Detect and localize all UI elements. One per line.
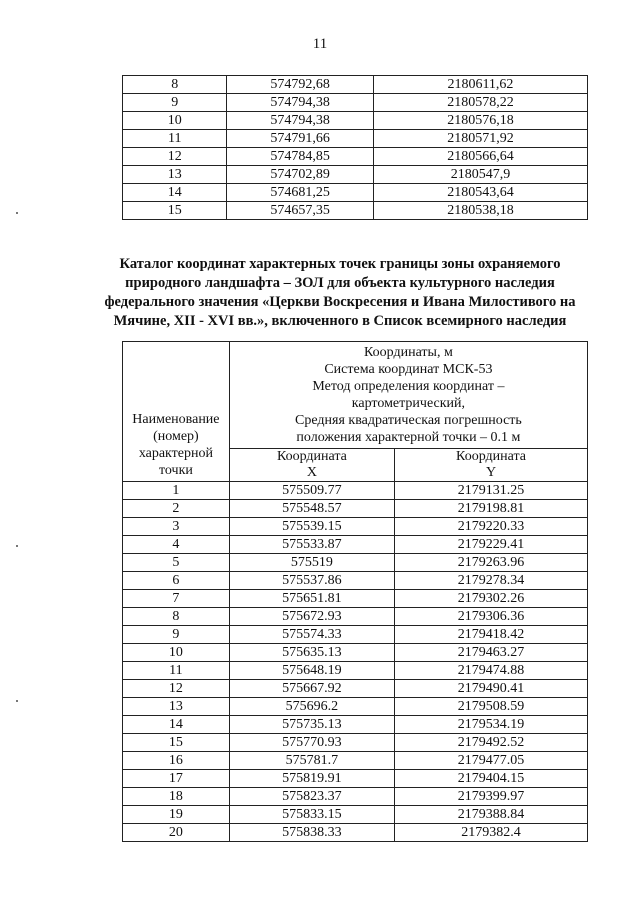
scan-mark bbox=[16, 545, 18, 547]
y-coordinate-cell: 2179388.84 bbox=[395, 806, 588, 824]
y-coordinate-cell: 2179404.15 bbox=[395, 770, 588, 788]
y-coordinate-cell: 2179508.59 bbox=[395, 698, 588, 716]
point-number-cell: 5 bbox=[123, 554, 230, 572]
y-coordinate-cell: 2179131.25 bbox=[395, 482, 588, 500]
header-text: (номер) bbox=[153, 429, 199, 444]
header-text: Координата bbox=[276, 449, 347, 464]
table-row bbox=[123, 788, 588, 806]
table-row bbox=[123, 608, 588, 626]
table-row bbox=[123, 572, 588, 590]
x-coordinate-cell: 575823.37 bbox=[229, 788, 394, 806]
x-coordinate-cell: 575548.57 bbox=[229, 500, 394, 518]
coordinates-table-continued bbox=[122, 75, 588, 220]
point-number-cell: 14 bbox=[123, 184, 227, 202]
table-row bbox=[123, 482, 588, 500]
x-coordinate-cell: 574702,89 bbox=[227, 166, 373, 184]
y-coordinate-cell: 2179534.19 bbox=[395, 716, 588, 734]
x-coordinate-cell: 575648.19 bbox=[229, 662, 394, 680]
x-coordinate-header bbox=[229, 449, 394, 482]
y-coordinate-cell: 2179220.33 bbox=[395, 518, 588, 536]
point-number-cell: 17 bbox=[123, 770, 230, 788]
header-text: Координаты, м bbox=[364, 345, 453, 360]
point-number-cell: 15 bbox=[123, 734, 230, 752]
table-row bbox=[123, 94, 588, 112]
header-text: Система координат МСК-53 bbox=[324, 362, 493, 377]
y-coordinate-cell: 2179278.34 bbox=[395, 572, 588, 590]
header-text: Средняя квадратическая погрешность bbox=[295, 413, 522, 428]
x-coordinate-cell: 574784,85 bbox=[227, 148, 373, 166]
table-row bbox=[123, 76, 588, 94]
header-text: Координата bbox=[456, 449, 526, 464]
header-text: Y bbox=[485, 465, 497, 480]
table-row bbox=[123, 752, 588, 770]
x-coordinate-cell: 575539.15 bbox=[229, 518, 394, 536]
x-coordinate-cell: 574792,68 bbox=[227, 76, 373, 94]
table-row bbox=[123, 644, 588, 662]
catalog-table-header bbox=[123, 342, 588, 482]
table-row bbox=[123, 824, 588, 842]
point-number-cell: 13 bbox=[123, 166, 227, 184]
table-row bbox=[123, 698, 588, 716]
x-coordinate-cell: 575735.13 bbox=[229, 716, 394, 734]
table-row bbox=[123, 662, 588, 680]
y-coordinate-cell: 2180576,18 bbox=[373, 112, 587, 130]
point-number-cell: 7 bbox=[123, 590, 230, 608]
table-row bbox=[123, 626, 588, 644]
table-row bbox=[123, 734, 588, 752]
header-text: характерной bbox=[138, 446, 213, 461]
heading-line: Каталог координат характерных точек границы зоны охраняемого bbox=[119, 256, 561, 272]
point-number-cell: 10 bbox=[123, 644, 230, 662]
x-coordinate-cell: 575533.87 bbox=[229, 536, 394, 554]
x-coordinate-cell: 574791,66 bbox=[227, 130, 373, 148]
point-number-cell: 20 bbox=[123, 824, 230, 842]
x-coordinate-cell: 575509.77 bbox=[229, 482, 394, 500]
point-number-cell: 11 bbox=[123, 662, 230, 680]
y-coordinate-cell: 2179263.96 bbox=[395, 554, 588, 572]
y-coordinate-cell: 2179382.4 bbox=[395, 824, 588, 842]
point-number-cell: 16 bbox=[123, 752, 230, 770]
table-row bbox=[123, 680, 588, 698]
table-row bbox=[123, 806, 588, 824]
x-coordinate-cell: 575519 bbox=[229, 554, 394, 572]
x-coordinate-cell: 574657,35 bbox=[227, 202, 373, 220]
table-row bbox=[123, 770, 588, 788]
point-number-cell: 18 bbox=[123, 788, 230, 806]
y-coordinate-cell: 2179463.27 bbox=[395, 644, 588, 662]
point-number-cell: 8 bbox=[123, 608, 230, 626]
x-coordinate-cell: 575838.33 bbox=[229, 824, 394, 842]
x-coordinate-cell: 575819.91 bbox=[229, 770, 394, 788]
heading-line: природного ландшафта – ЗОЛ для объекта культурного наследия bbox=[125, 275, 555, 291]
x-coordinate-cell: 574794,38 bbox=[227, 112, 373, 130]
x-coordinate-cell: 575833.15 bbox=[229, 806, 394, 824]
coordinates-header bbox=[229, 342, 587, 449]
point-number-cell: 6 bbox=[123, 572, 230, 590]
point-number-cell: 4 bbox=[123, 536, 230, 554]
header-text: Наименование bbox=[132, 412, 220, 427]
heading-line: Мячине, XII - XVI вв.», включенного в Список всемирного наследия bbox=[113, 313, 567, 329]
table-row bbox=[123, 716, 588, 734]
point-number-cell: 8 bbox=[123, 76, 227, 94]
table-row bbox=[123, 500, 588, 518]
heading-line: федерального значения «Церкви Воскресения и Ивана Милостивого на bbox=[104, 294, 576, 310]
y-coordinate-cell: 2179490.41 bbox=[395, 680, 588, 698]
x-coordinate-cell: 575696.2 bbox=[229, 698, 394, 716]
point-number-cell: 9 bbox=[123, 626, 230, 644]
header-text: положения характерной точки – 0.1 м bbox=[296, 430, 521, 445]
y-coordinate-cell: 2179418.42 bbox=[395, 626, 588, 644]
table-row bbox=[123, 112, 588, 130]
point-number-cell: 13 bbox=[123, 698, 230, 716]
point-number-cell: 15 bbox=[123, 202, 227, 220]
y-coordinate-cell: 2179492.52 bbox=[395, 734, 588, 752]
x-coordinate-cell: 574681,25 bbox=[227, 184, 373, 202]
point-number-cell: 2 bbox=[123, 500, 230, 518]
point-number-cell: 19 bbox=[123, 806, 230, 824]
y-coordinate-cell: 2180543,64 bbox=[373, 184, 587, 202]
y-coordinate-cell: 2179474.88 bbox=[395, 662, 588, 680]
point-number-cell: 9 bbox=[123, 94, 227, 112]
table-row bbox=[123, 554, 588, 572]
header-text: картометрический, bbox=[351, 396, 466, 411]
table-row bbox=[123, 202, 588, 220]
y-coordinate-cell: 2180566,64 bbox=[373, 148, 587, 166]
x-coordinate-cell: 575672.93 bbox=[229, 608, 394, 626]
x-coordinate-cell: 575574.33 bbox=[229, 626, 394, 644]
point-number-cell: 14 bbox=[123, 716, 230, 734]
header-text: точки bbox=[158, 463, 193, 478]
point-number-cell: 12 bbox=[123, 148, 227, 166]
point-number-cell: 11 bbox=[123, 130, 227, 148]
scan-mark bbox=[16, 212, 18, 214]
table-row bbox=[123, 536, 588, 554]
y-coordinate-cell: 2179198.81 bbox=[395, 500, 588, 518]
table-row bbox=[123, 148, 588, 166]
x-coordinate-cell: 575770.93 bbox=[229, 734, 394, 752]
x-coordinate-cell: 575537.86 bbox=[229, 572, 394, 590]
y-coordinate-cell: 2179399.97 bbox=[395, 788, 588, 806]
page-number: 11 bbox=[312, 36, 328, 52]
coordinates-table-body bbox=[123, 76, 588, 220]
catalog-heading bbox=[70, 255, 610, 331]
table-row bbox=[123, 130, 588, 148]
x-coordinate-cell: 574794,38 bbox=[227, 94, 373, 112]
catalog-coordinates-table bbox=[122, 341, 588, 842]
header-text: X bbox=[306, 465, 317, 480]
y-coordinate-cell: 2179306.36 bbox=[395, 608, 588, 626]
y-coordinate-cell: 2179302.26 bbox=[395, 590, 588, 608]
point-number-cell: 1 bbox=[123, 482, 230, 500]
y-coordinate-cell: 2180611,62 bbox=[373, 76, 587, 94]
point-number-cell: 12 bbox=[123, 680, 230, 698]
y-coordinate-cell: 2180538,18 bbox=[373, 202, 587, 220]
header-text: Метод определения координат – bbox=[312, 379, 505, 394]
table-row bbox=[123, 518, 588, 536]
point-number-cell: 3 bbox=[123, 518, 230, 536]
point-name-header bbox=[123, 342, 230, 482]
table-row bbox=[123, 166, 588, 184]
y-coordinate-cell: 2180547,9 bbox=[373, 166, 587, 184]
x-coordinate-cell: 575667.92 bbox=[229, 680, 394, 698]
y-coordinate-cell: 2179477.05 bbox=[395, 752, 588, 770]
x-coordinate-cell: 575651.81 bbox=[229, 590, 394, 608]
x-coordinate-cell: 575635.13 bbox=[229, 644, 394, 662]
y-coordinate-header bbox=[395, 449, 588, 482]
point-number-cell: 10 bbox=[123, 112, 227, 130]
scan-mark bbox=[16, 700, 18, 702]
x-coordinate-cell: 575781.7 bbox=[229, 752, 394, 770]
table-row bbox=[123, 184, 588, 202]
table-row bbox=[123, 590, 588, 608]
y-coordinate-cell: 2180571,92 bbox=[373, 130, 587, 148]
catalog-table-body bbox=[123, 482, 588, 842]
y-coordinate-cell: 2179229.41 bbox=[395, 536, 588, 554]
y-coordinate-cell: 2180578,22 bbox=[373, 94, 587, 112]
